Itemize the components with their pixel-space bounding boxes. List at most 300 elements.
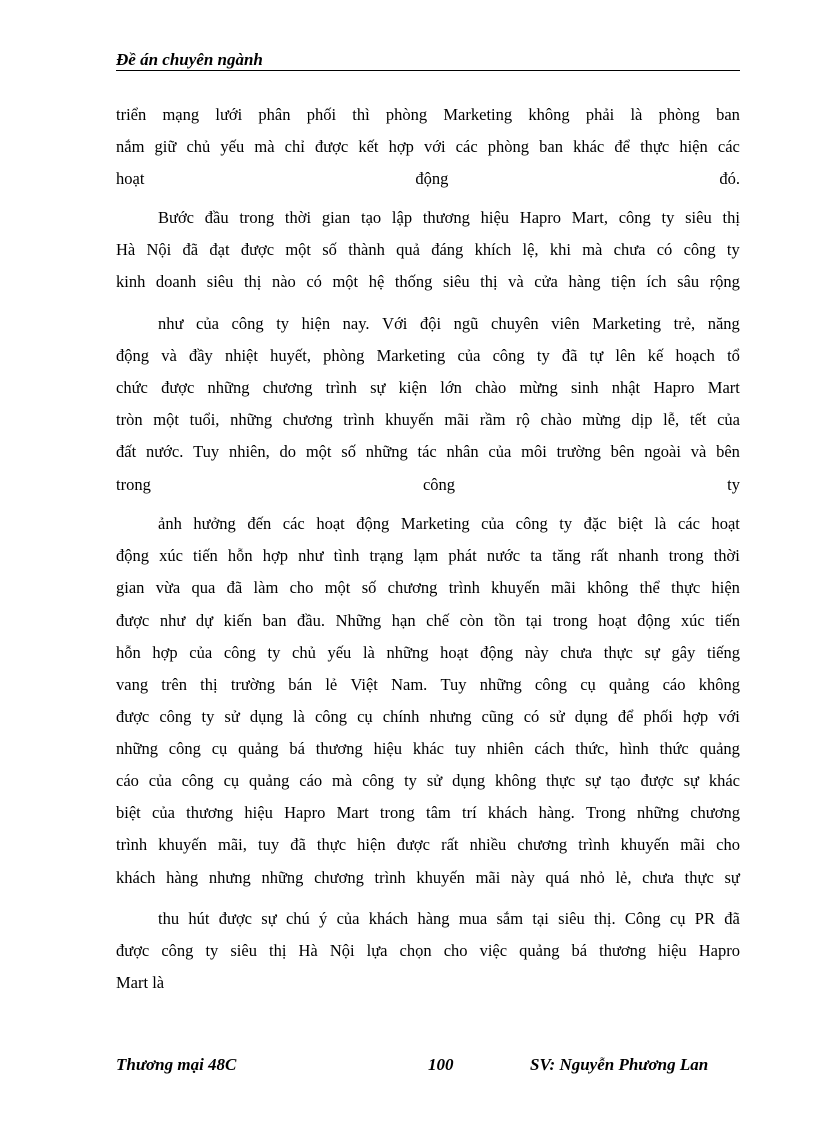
word: hợp bbox=[152, 643, 178, 662]
word: nhỏ bbox=[580, 868, 605, 887]
word: Marketing bbox=[592, 314, 662, 333]
word: hiện bbox=[301, 314, 331, 333]
text-line bbox=[116, 673, 740, 697]
word: thực bbox=[603, 643, 633, 662]
word: đến bbox=[247, 514, 272, 533]
word: này bbox=[511, 868, 535, 887]
word: trường bbox=[556, 442, 601, 461]
word: kinh bbox=[116, 272, 146, 291]
word: Hapro bbox=[698, 941, 740, 960]
word: phòng bbox=[385, 105, 428, 124]
word: dụng bbox=[574, 707, 608, 726]
word: các bbox=[677, 514, 700, 533]
word: chương bbox=[690, 803, 740, 822]
word: mà bbox=[332, 771, 353, 790]
word: xúc bbox=[680, 611, 705, 630]
word: khác bbox=[573, 137, 605, 156]
word: ty bbox=[536, 346, 550, 365]
word: sự bbox=[644, 643, 660, 662]
word: khách bbox=[116, 868, 156, 887]
footer-page-number: 100 bbox=[428, 1055, 454, 1074]
word: sự bbox=[261, 909, 277, 928]
word: tâm bbox=[426, 803, 451, 822]
word: mãi bbox=[475, 868, 501, 887]
word: quả bbox=[396, 240, 420, 259]
word: hiệu bbox=[244, 803, 273, 822]
word: công bbox=[314, 707, 348, 726]
word: số bbox=[341, 442, 356, 461]
word: cửa bbox=[534, 272, 558, 291]
word: thực bbox=[684, 868, 714, 887]
word: trình bbox=[325, 378, 357, 397]
word: khuyến bbox=[158, 835, 207, 854]
word: rất bbox=[441, 835, 459, 854]
word: những bbox=[365, 442, 408, 461]
word: vang bbox=[116, 675, 149, 694]
word: được bbox=[116, 707, 150, 726]
word: tròn bbox=[116, 410, 143, 429]
word: quảng bbox=[519, 941, 560, 960]
text-line bbox=[116, 312, 740, 336]
word: thương bbox=[315, 739, 363, 758]
word: khuyến bbox=[491, 578, 540, 597]
word: Hapro bbox=[519, 208, 562, 227]
word: của bbox=[148, 771, 172, 790]
word: cụ bbox=[357, 707, 373, 726]
text-line bbox=[116, 440, 740, 464]
word: những bbox=[207, 378, 250, 397]
word: nắm bbox=[116, 137, 145, 156]
word: hoạt bbox=[598, 611, 627, 630]
word: PR bbox=[694, 909, 715, 928]
page-header-title: Đề án chuyên ngành bbox=[116, 50, 263, 69]
word: được bbox=[240, 240, 275, 259]
word: dụng bbox=[249, 707, 283, 726]
word: những bbox=[386, 643, 429, 662]
word: huyết, bbox=[270, 346, 311, 365]
word: ty bbox=[559, 514, 573, 533]
word: cho bbox=[289, 578, 314, 597]
word: được bbox=[396, 835, 430, 854]
word: các bbox=[717, 137, 740, 156]
word: khích bbox=[474, 240, 512, 259]
spread-word: động bbox=[415, 169, 449, 188]
word: tiến bbox=[193, 546, 218, 565]
word: ban bbox=[539, 137, 563, 156]
word: công bbox=[181, 771, 214, 790]
word: bên bbox=[610, 442, 635, 461]
word: phòng bbox=[658, 105, 700, 124]
word: tết bbox=[689, 410, 707, 429]
word: trường bbox=[230, 675, 276, 694]
word: quảng bbox=[699, 739, 740, 758]
word: hiện bbox=[711, 578, 740, 597]
text-line bbox=[116, 512, 740, 536]
word: lẻ, bbox=[615, 868, 632, 887]
word: như bbox=[298, 546, 324, 565]
word: một bbox=[324, 578, 351, 597]
word: sự bbox=[724, 868, 740, 887]
word: không bbox=[698, 675, 740, 694]
word: có bbox=[523, 707, 540, 726]
word: hiện bbox=[357, 835, 386, 854]
word: triển bbox=[116, 105, 147, 124]
word: phải bbox=[585, 105, 615, 124]
word: Nội bbox=[329, 941, 355, 960]
word: dịp bbox=[631, 410, 653, 429]
word: trong bbox=[239, 208, 275, 227]
word: phòng bbox=[323, 346, 365, 365]
word: hạn bbox=[391, 611, 416, 630]
word: của bbox=[189, 643, 213, 662]
word: Bước bbox=[158, 208, 194, 227]
word: hút bbox=[188, 909, 210, 928]
word: đã bbox=[724, 909, 740, 928]
word: công bbox=[492, 346, 525, 365]
word: gian bbox=[116, 578, 145, 597]
word: được bbox=[116, 941, 150, 960]
word: lưới bbox=[215, 105, 243, 124]
word: nào bbox=[271, 272, 296, 291]
word: Trong bbox=[586, 803, 626, 822]
word: hệ bbox=[368, 272, 385, 291]
word: công bbox=[362, 771, 395, 790]
word: động bbox=[116, 346, 149, 365]
word: những bbox=[116, 739, 158, 758]
word: Marketing bbox=[400, 514, 470, 533]
word: khách bbox=[487, 803, 528, 822]
word: đầu. bbox=[297, 611, 325, 630]
word: quảng bbox=[238, 739, 279, 758]
word: mà bbox=[582, 240, 603, 259]
word: yếu bbox=[220, 137, 245, 156]
word: các bbox=[282, 514, 305, 533]
word: ty bbox=[661, 208, 675, 227]
word: trình bbox=[343, 410, 375, 429]
word: khác bbox=[412, 739, 445, 758]
word: chỉ bbox=[284, 137, 305, 156]
word: khác bbox=[708, 771, 740, 790]
word: cho bbox=[716, 835, 740, 854]
word: gây bbox=[671, 643, 696, 662]
word: rộng bbox=[709, 272, 740, 291]
word: hàng. bbox=[538, 803, 575, 822]
word: Công bbox=[624, 909, 661, 928]
word: lớn bbox=[440, 378, 462, 397]
word: ngoài bbox=[644, 442, 681, 461]
word: cũng bbox=[481, 707, 514, 726]
word: trình bbox=[448, 578, 480, 597]
spread-word: trong bbox=[116, 475, 151, 494]
word: phối bbox=[643, 707, 673, 726]
word: nhưng bbox=[429, 707, 472, 726]
word: cụ bbox=[223, 771, 240, 790]
word: một bbox=[153, 410, 179, 429]
word: phối bbox=[306, 105, 337, 124]
word: cáo bbox=[662, 675, 686, 694]
word: quá bbox=[545, 868, 570, 887]
word: hiệu bbox=[373, 739, 403, 758]
word: siêu bbox=[685, 208, 712, 227]
word: nay. bbox=[342, 314, 370, 333]
text-line bbox=[116, 609, 740, 633]
word: khi bbox=[549, 240, 571, 259]
word: ty bbox=[726, 240, 740, 259]
word: và bbox=[508, 272, 524, 291]
word: kiện bbox=[398, 378, 428, 397]
word: đã bbox=[182, 240, 199, 259]
word: nhanh bbox=[618, 546, 659, 565]
word: tăng bbox=[552, 546, 581, 565]
word: kế bbox=[647, 346, 664, 365]
spread-line bbox=[116, 473, 740, 497]
text-line bbox=[116, 907, 740, 931]
word: đội bbox=[419, 314, 442, 333]
word: Tuy bbox=[440, 675, 467, 694]
word: công bbox=[168, 739, 201, 758]
word: làm bbox=[253, 578, 279, 597]
word: hợp bbox=[388, 137, 414, 156]
word: cụ bbox=[669, 909, 686, 928]
word: Marketing bbox=[376, 346, 446, 365]
word: đất bbox=[116, 442, 137, 461]
word: thực bbox=[546, 771, 576, 790]
word: Hà bbox=[298, 941, 318, 960]
word: Nam. bbox=[391, 675, 428, 694]
word: chương bbox=[282, 410, 333, 429]
word: sử bbox=[224, 707, 240, 726]
word: của bbox=[457, 346, 481, 365]
text-line bbox=[116, 376, 740, 400]
word: trong bbox=[668, 546, 704, 565]
word: thị bbox=[480, 272, 498, 291]
word: mãi bbox=[680, 835, 706, 854]
word: ngũ bbox=[453, 314, 479, 333]
word: đã bbox=[290, 835, 306, 854]
word: sinh bbox=[570, 378, 599, 397]
word: chào bbox=[540, 410, 572, 429]
word: mừng bbox=[519, 378, 558, 397]
word: một bbox=[305, 442, 332, 461]
word: thực bbox=[640, 137, 670, 156]
word: lạm bbox=[413, 546, 439, 565]
word: lễ, bbox=[663, 410, 680, 429]
word: mãi bbox=[551, 578, 576, 597]
word: công bbox=[618, 208, 651, 227]
word: bá bbox=[289, 739, 305, 758]
text-line bbox=[116, 238, 740, 262]
word: quảng bbox=[609, 675, 650, 694]
word: được bbox=[314, 137, 349, 156]
word: ty bbox=[205, 941, 219, 960]
text-line bbox=[116, 641, 740, 665]
text-line bbox=[116, 344, 740, 368]
word: sắm bbox=[496, 909, 524, 928]
word: và bbox=[161, 346, 177, 365]
word: mạng bbox=[162, 105, 200, 124]
word: không bbox=[528, 105, 570, 124]
text-line bbox=[116, 705, 740, 729]
word: thể bbox=[639, 578, 660, 597]
word: thương bbox=[186, 803, 234, 822]
word: chưa bbox=[613, 240, 646, 259]
word: ty bbox=[267, 643, 281, 662]
word: mãi, bbox=[218, 835, 247, 854]
word: như bbox=[158, 314, 184, 333]
word: chức bbox=[116, 378, 148, 397]
word: đáng bbox=[431, 240, 464, 259]
word: chương bbox=[314, 868, 364, 887]
word: trạng bbox=[369, 546, 404, 565]
word: tuổi, bbox=[189, 410, 220, 429]
word: phòng bbox=[487, 137, 530, 156]
word: lựa bbox=[366, 941, 388, 960]
text-line bbox=[116, 544, 740, 568]
word: cáo bbox=[116, 771, 139, 790]
word: cho bbox=[443, 941, 468, 960]
word: với bbox=[718, 707, 740, 726]
word: mãi bbox=[444, 410, 470, 429]
word: phân bbox=[258, 105, 291, 124]
word: ban bbox=[716, 105, 740, 124]
word: thu bbox=[158, 909, 180, 928]
text-line bbox=[116, 833, 740, 857]
word: xúc bbox=[159, 546, 183, 565]
word: những bbox=[261, 868, 304, 887]
word: chính bbox=[382, 707, 420, 726]
word: hàng bbox=[568, 272, 601, 291]
word: nhiệt bbox=[224, 346, 258, 365]
word: chưa bbox=[642, 868, 674, 887]
spread-word: công bbox=[422, 475, 456, 494]
word: đầu bbox=[204, 208, 229, 227]
text-line bbox=[116, 769, 740, 793]
word: được bbox=[161, 378, 195, 397]
word: trên bbox=[161, 675, 187, 694]
word: hợp bbox=[682, 707, 709, 726]
word: rất bbox=[590, 546, 609, 565]
word: tiện bbox=[611, 272, 636, 291]
word: biệt bbox=[116, 803, 141, 822]
text-line bbox=[116, 270, 740, 294]
word: mua bbox=[458, 909, 488, 928]
word: nước bbox=[486, 546, 521, 565]
word: trình bbox=[578, 835, 610, 854]
word: Mart bbox=[707, 378, 740, 397]
word: nhật bbox=[611, 378, 641, 397]
spread-word: đó. bbox=[719, 169, 740, 188]
word: chào bbox=[475, 378, 507, 397]
word: công bbox=[231, 314, 264, 333]
word: chế bbox=[426, 611, 450, 630]
word: công bbox=[534, 675, 567, 694]
word: môi bbox=[521, 442, 547, 461]
word: giữ bbox=[154, 137, 177, 156]
word: hoạt bbox=[316, 514, 345, 533]
word: khuyến bbox=[416, 868, 465, 887]
word: không bbox=[494, 771, 537, 790]
word: của bbox=[481, 514, 505, 533]
word: ban bbox=[262, 611, 287, 630]
word: yếu bbox=[327, 643, 352, 662]
word: thời bbox=[713, 546, 740, 565]
word: số bbox=[322, 240, 337, 259]
word: mà bbox=[254, 137, 275, 156]
word: vừa bbox=[155, 578, 181, 597]
word: còn bbox=[459, 611, 484, 630]
word: trong bbox=[552, 611, 588, 630]
word: công bbox=[683, 240, 716, 259]
word: sự bbox=[370, 378, 386, 397]
word: Mart bbox=[336, 803, 369, 822]
word: được bbox=[640, 771, 674, 790]
word: ty bbox=[404, 771, 417, 790]
word: khách bbox=[368, 909, 409, 928]
word: có bbox=[656, 240, 673, 259]
word: là bbox=[630, 105, 643, 124]
word: đã bbox=[561, 346, 578, 365]
word: lập bbox=[391, 208, 413, 227]
word: Nội bbox=[146, 240, 172, 259]
word: cách bbox=[534, 739, 565, 758]
word: cụ bbox=[580, 675, 596, 694]
word: một bbox=[285, 240, 311, 259]
word: Tuy bbox=[193, 442, 220, 461]
word: ảnh bbox=[158, 514, 182, 533]
text-line: Mart là bbox=[116, 973, 165, 992]
word: lẻ bbox=[325, 675, 338, 694]
word: thị bbox=[722, 208, 740, 227]
word: sử bbox=[426, 771, 443, 790]
word: những bbox=[637, 803, 679, 822]
word: thì bbox=[352, 105, 370, 124]
word: là bbox=[292, 707, 305, 726]
word: tại bbox=[525, 611, 543, 630]
word: hình bbox=[619, 739, 649, 758]
word: tiếng bbox=[707, 643, 740, 662]
word: Mart, bbox=[571, 208, 608, 227]
word: lên bbox=[615, 346, 636, 365]
word: động bbox=[116, 546, 149, 565]
word: với bbox=[423, 137, 446, 156]
word: động bbox=[480, 643, 514, 662]
text-line bbox=[116, 576, 740, 600]
word: nhân bbox=[446, 442, 479, 461]
word: của bbox=[717, 410, 740, 429]
word: tác bbox=[417, 442, 437, 461]
word: thực bbox=[316, 835, 347, 854]
word: chưa bbox=[560, 643, 593, 662]
word: sự bbox=[585, 771, 601, 790]
word: bên bbox=[716, 442, 740, 461]
text-line bbox=[116, 737, 740, 761]
word: thị. bbox=[594, 909, 616, 928]
word: siêu bbox=[230, 941, 257, 960]
word: chuyên bbox=[491, 314, 539, 333]
spread-word: ty bbox=[727, 475, 740, 494]
text-line bbox=[116, 866, 740, 890]
word: ty bbox=[201, 707, 215, 726]
word: tạo bbox=[610, 771, 631, 790]
word: chương bbox=[517, 835, 568, 854]
word: thực bbox=[671, 578, 701, 597]
word: động bbox=[637, 611, 671, 630]
word: có bbox=[306, 272, 322, 291]
word: thị bbox=[243, 272, 262, 291]
word: Việt bbox=[350, 675, 378, 694]
word: doanh bbox=[155, 272, 197, 291]
word: tiến bbox=[715, 611, 740, 630]
